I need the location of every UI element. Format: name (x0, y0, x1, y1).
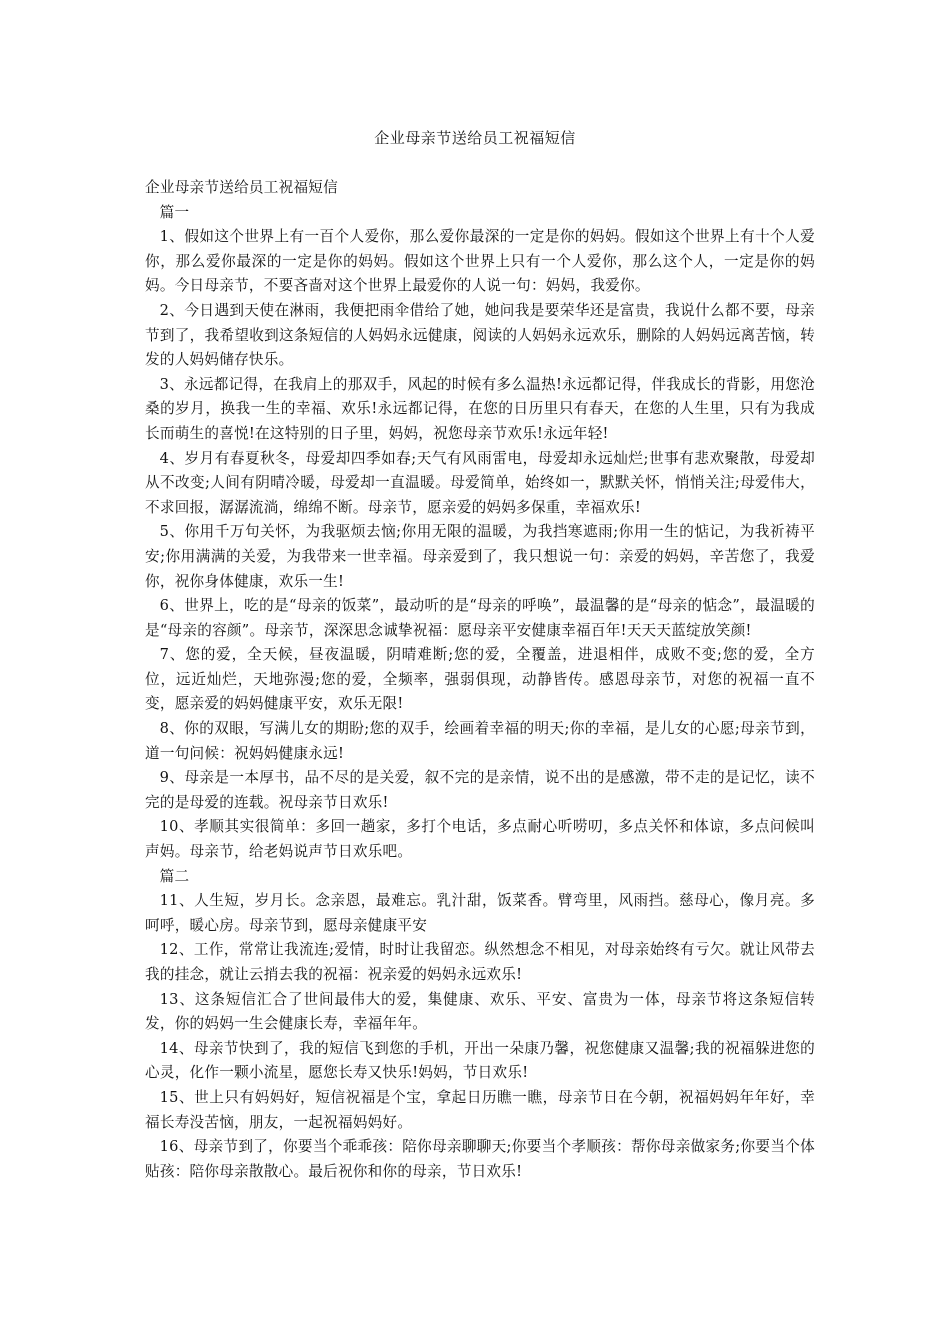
message-paragraph: 11、人生短，岁月长。念亲恩，最难忘。乳汁甜，饭菜香。臂弯里，风雨挡。慈母心，像月亮。多呵呼，暖心房。母亲节到，愿母亲健康平安 (145, 892, 815, 934)
message-paragraph: 5、你用千万句关怀，为我驱烦去恼;你用无限的温暖，为我挡寒遮雨;你用一生的惦记，为我祈祷平安;你用满满的关爱，为我带来一世幸福。母亲爱到了，我只想说一句：亲爱的妈妈，辛苦您了，我爱你，祝你身体健康，欢乐一生! (145, 523, 815, 590)
message-paragraph: 8、你的双眼，写满儿女的期盼;您的双手，绘画着幸福的明天;你的幸福，是儿女的心愿;母亲节到，道一句问候：祝妈妈健康永远! (145, 720, 815, 762)
message-paragraph: 10、孝顺其实很简单：多回一趟家，多打个电话，多点耐心听唠叨，多点关怀和体谅，多点问候叫声妈。母亲节，给老妈说声节日欢乐吧。 (145, 818, 815, 861)
message-paragraph: 2、今日遇到天使在淋雨，我便把雨伞借给了她，她问我是要荣华还是富贵，我说什么都不要，母亲节到了，我希望收到这条短信的人妈妈永远健康，阅读的人妈妈永远欢乐，删除的人妈妈远离苦恼，转发的人妈妈储存快乐。 (145, 301, 815, 369)
message-paragraph: 6、世界上，吃的是“母亲的饭菜”，最动听的是“母亲的呼唤”，最温馨的是“母亲的惦念”，最温暖的是“母亲的容颜”。母亲节，深深思念诚挚祝福：愿母亲平安健康幸福百年!天天天蓝绽放笑颜! (145, 597, 815, 639)
message-paragraph: 9、母亲是一本厚书，品不尽的是关爱，叙不完的是亲情，说不出的是感激，带不走的是记忆，读不完的是母爱的连载。祝母亲节日欢乐! (145, 769, 815, 811)
message-paragraph: 1、假如这个世界上有一百个人爱你，那么爱你最深的一定是你的妈妈。假如这个世界上有十个人爱你，那么爱你最深的一定是你的妈妈。假如这个世界上只有一个人爱你，那么这个人，一定是你的妈妈。今日母亲节，不要吝啬对这个世界上最爱你的人说一句：妈妈，我爱你。 (145, 228, 815, 295)
document-body (145, 176, 815, 1184)
message-paragraph: 15、世上只有妈妈好，短信祝福是个宝，拿起日历瞧一瞧，母亲节日在今朝，祝福妈妈年年好，幸福长寿没苦恼，朋友，一起祝福妈妈好。 (145, 1088, 815, 1131)
document-subtitle: 企业母亲节送给员工祝福短信 (145, 179, 338, 196)
message-paragraph: 4、岁月有春夏秋冬，母爱却四季如春;天气有风雨雷电，母爱却永远灿烂;世事有悲欢聚散，母爱却从不改变;人间有阴晴冷暖，母爱却一直温暖。母爱简单，始终如一，默默关怀，悄悄关注;母爱伟大，不求回报，潺潺流淌，绵绵不断。母亲节，愿亲爱的妈妈多保重，幸福欢乐! (145, 449, 815, 516)
message-paragraph: 3、永远都记得，在我肩上的那双手，风起的时候有多么温热!永远都记得，伴我成长的背影，用您沧桑的岁月，换我一生的幸福、欢乐!永远都记得，在您的日历里只有春天，在您的人生里，只有为我成长而萌生的喜悦!在这特别的日子里，妈妈，祝您母亲节欢乐!永远年轻! (145, 375, 815, 442)
section-heading-2: 篇二 (159, 867, 190, 885)
message-paragraph: 13、这条短信汇合了世间最伟大的爱，集健康、欢乐、平安、富贵为一体，母亲节将这条短信转发，你的妈妈一生会健康长寿，幸福年年。 (145, 990, 815, 1033)
document-title: 企业母亲节送给员工祝福短信 (374, 129, 576, 147)
message-paragraph: 14、母亲节快到了，我的短信飞到您的手机，开出一朵康乃馨，祝您健康又温馨;我的祝福躲进您的心灵，化作一颗小流星，愿您长寿又快乐!妈妈，节日欢乐! (145, 1039, 815, 1082)
message-paragraph: 12、工作，常常让我流连;爱情，时时让我留恋。纵然想念不相见，对母亲始终有亏欠。就让风带去我的挂念，就让云捎去我的祝福：祝亲爱的妈妈永远欢乐! (145, 941, 815, 983)
message-paragraph: 7、您的爱，全天候，昼夜温暖，阴晴难断;您的爱，全覆盖，进退相伴，成败不变;您的爱，全方位，远近灿烂，天地弥漫;您的爱，全频率，强弱俱现，动静皆传。感恩母亲节，对您的祝福一直不变，愿亲爱的妈妈健康平安，欢乐无限! (145, 646, 815, 713)
section-heading-1: 篇一 (159, 203, 190, 221)
message-paragraph: 16、母亲节到了，你要当个乖乖孩：陪你母亲聊聊天;你要当个孝顺孩：帮你母亲做家务;你要当个体贴孩：陪你母亲散散心。最后祝你和你的母亲，节日欢乐! (145, 1138, 815, 1180)
